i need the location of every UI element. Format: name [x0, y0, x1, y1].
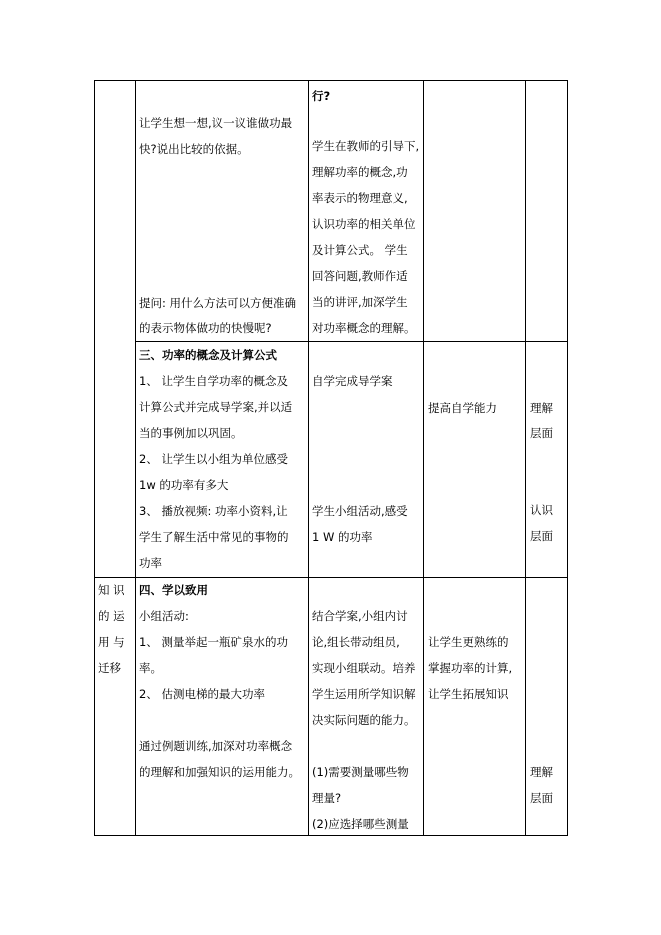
- student-text: 决实际问题的能力。: [312, 713, 416, 727]
- student-text: 当的讲评,加深学生: [312, 295, 408, 309]
- level-text: 认识: [530, 503, 553, 517]
- teacher-text: 2、 让学生以小组为单位感受: [139, 452, 288, 466]
- teacher-text: 的表示物体做功的快慢呢?: [139, 321, 272, 335]
- teacher-text: 1w 的功率有多大: [139, 478, 229, 492]
- level-text: 理解: [530, 765, 553, 779]
- teacher-text: 1、 测量举起一瓶矿泉水的功: [139, 635, 288, 649]
- level-text: 层面: [530, 791, 553, 805]
- student-text: 学生在教师的引导下,: [312, 139, 420, 153]
- column-divider: [135, 80, 136, 836]
- stage-label: 的 运: [98, 609, 125, 623]
- student-text: 结合学案,小组内讨: [312, 609, 408, 623]
- student-text: 理解功率的概念,功: [312, 165, 408, 179]
- teacher-text: 通过例题训练,加深对功率概念: [139, 739, 293, 753]
- teacher-text: 的理解和加强知识的运用能力。: [139, 765, 300, 779]
- table-border-left: [94, 80, 95, 836]
- student-text: 1 W 的功率: [312, 530, 373, 544]
- teacher-text: 率。: [139, 661, 162, 675]
- column-divider: [525, 80, 526, 836]
- level-text: 层面: [530, 529, 553, 543]
- student-text: 自学完成导学案: [312, 374, 393, 388]
- teacher-text: 当的事例加以巩固。: [139, 426, 243, 440]
- student-text: 学生运用所学知识解: [312, 687, 416, 701]
- teacher-text: 功率: [139, 556, 162, 570]
- student-text: 及计算公式。 学生: [312, 243, 408, 257]
- section-heading: 四、学以致用: [139, 583, 208, 597]
- student-text: (2)应选择哪些测量: [312, 817, 409, 831]
- teacher-text: 快?说出比较的依据。: [139, 142, 249, 156]
- purpose-text: 让学生更熟练的: [428, 635, 509, 649]
- lesson-plan-table: [94, 80, 568, 836]
- purpose-text: 让学生拓展知识: [428, 687, 509, 701]
- teacher-text: 让学生想一想,议一议谁做功最: [139, 116, 293, 130]
- student-text: 率表示的物理意义,: [312, 191, 408, 205]
- teacher-text: 小组活动:: [139, 609, 189, 623]
- teacher-text: 提问: 用什么方法可以方便准确: [139, 296, 297, 310]
- stage-label: 用 与: [98, 635, 125, 649]
- purpose-text: 提高自学能力: [428, 401, 497, 415]
- student-text: 论,组长带动组员,: [312, 635, 400, 649]
- table-border-top: [94, 80, 568, 81]
- table-border-right: [567, 80, 568, 836]
- teacher-text: 学生了解生活中常见的事物的: [139, 530, 289, 544]
- student-text: 对功率概念的理解。: [312, 321, 416, 335]
- section-heading: 三、功率的概念及计算公式: [139, 348, 277, 362]
- purpose-text: 掌握功率的计算,: [428, 661, 513, 675]
- teacher-text: 3、 播放视频: 功率小资料,让: [139, 504, 288, 518]
- teacher-text: 计算公式并完成导学案,并以适: [139, 400, 293, 414]
- student-text: 行?: [312, 89, 331, 103]
- level-text: 理解: [530, 401, 553, 415]
- teacher-text: 1、 让学生自学功率的概念及: [139, 374, 288, 388]
- column-divider: [423, 80, 424, 836]
- student-text: 实现小组联动。培养: [312, 661, 416, 675]
- student-text: (1)需要测量哪些物: [312, 765, 409, 779]
- level-text: 层面: [530, 426, 553, 440]
- stage-label: 知 识: [98, 583, 125, 597]
- student-text: 回答问题,教师作适: [312, 269, 408, 283]
- column-divider: [308, 80, 309, 836]
- student-text: 认识功率的相关单位: [312, 217, 416, 231]
- student-text: 学生小组活动,感受: [312, 504, 408, 518]
- student-text: 理量?: [312, 791, 342, 805]
- teacher-text: 2、 估测电梯的最大功率: [139, 687, 265, 701]
- stage-label: 迁移: [98, 661, 121, 675]
